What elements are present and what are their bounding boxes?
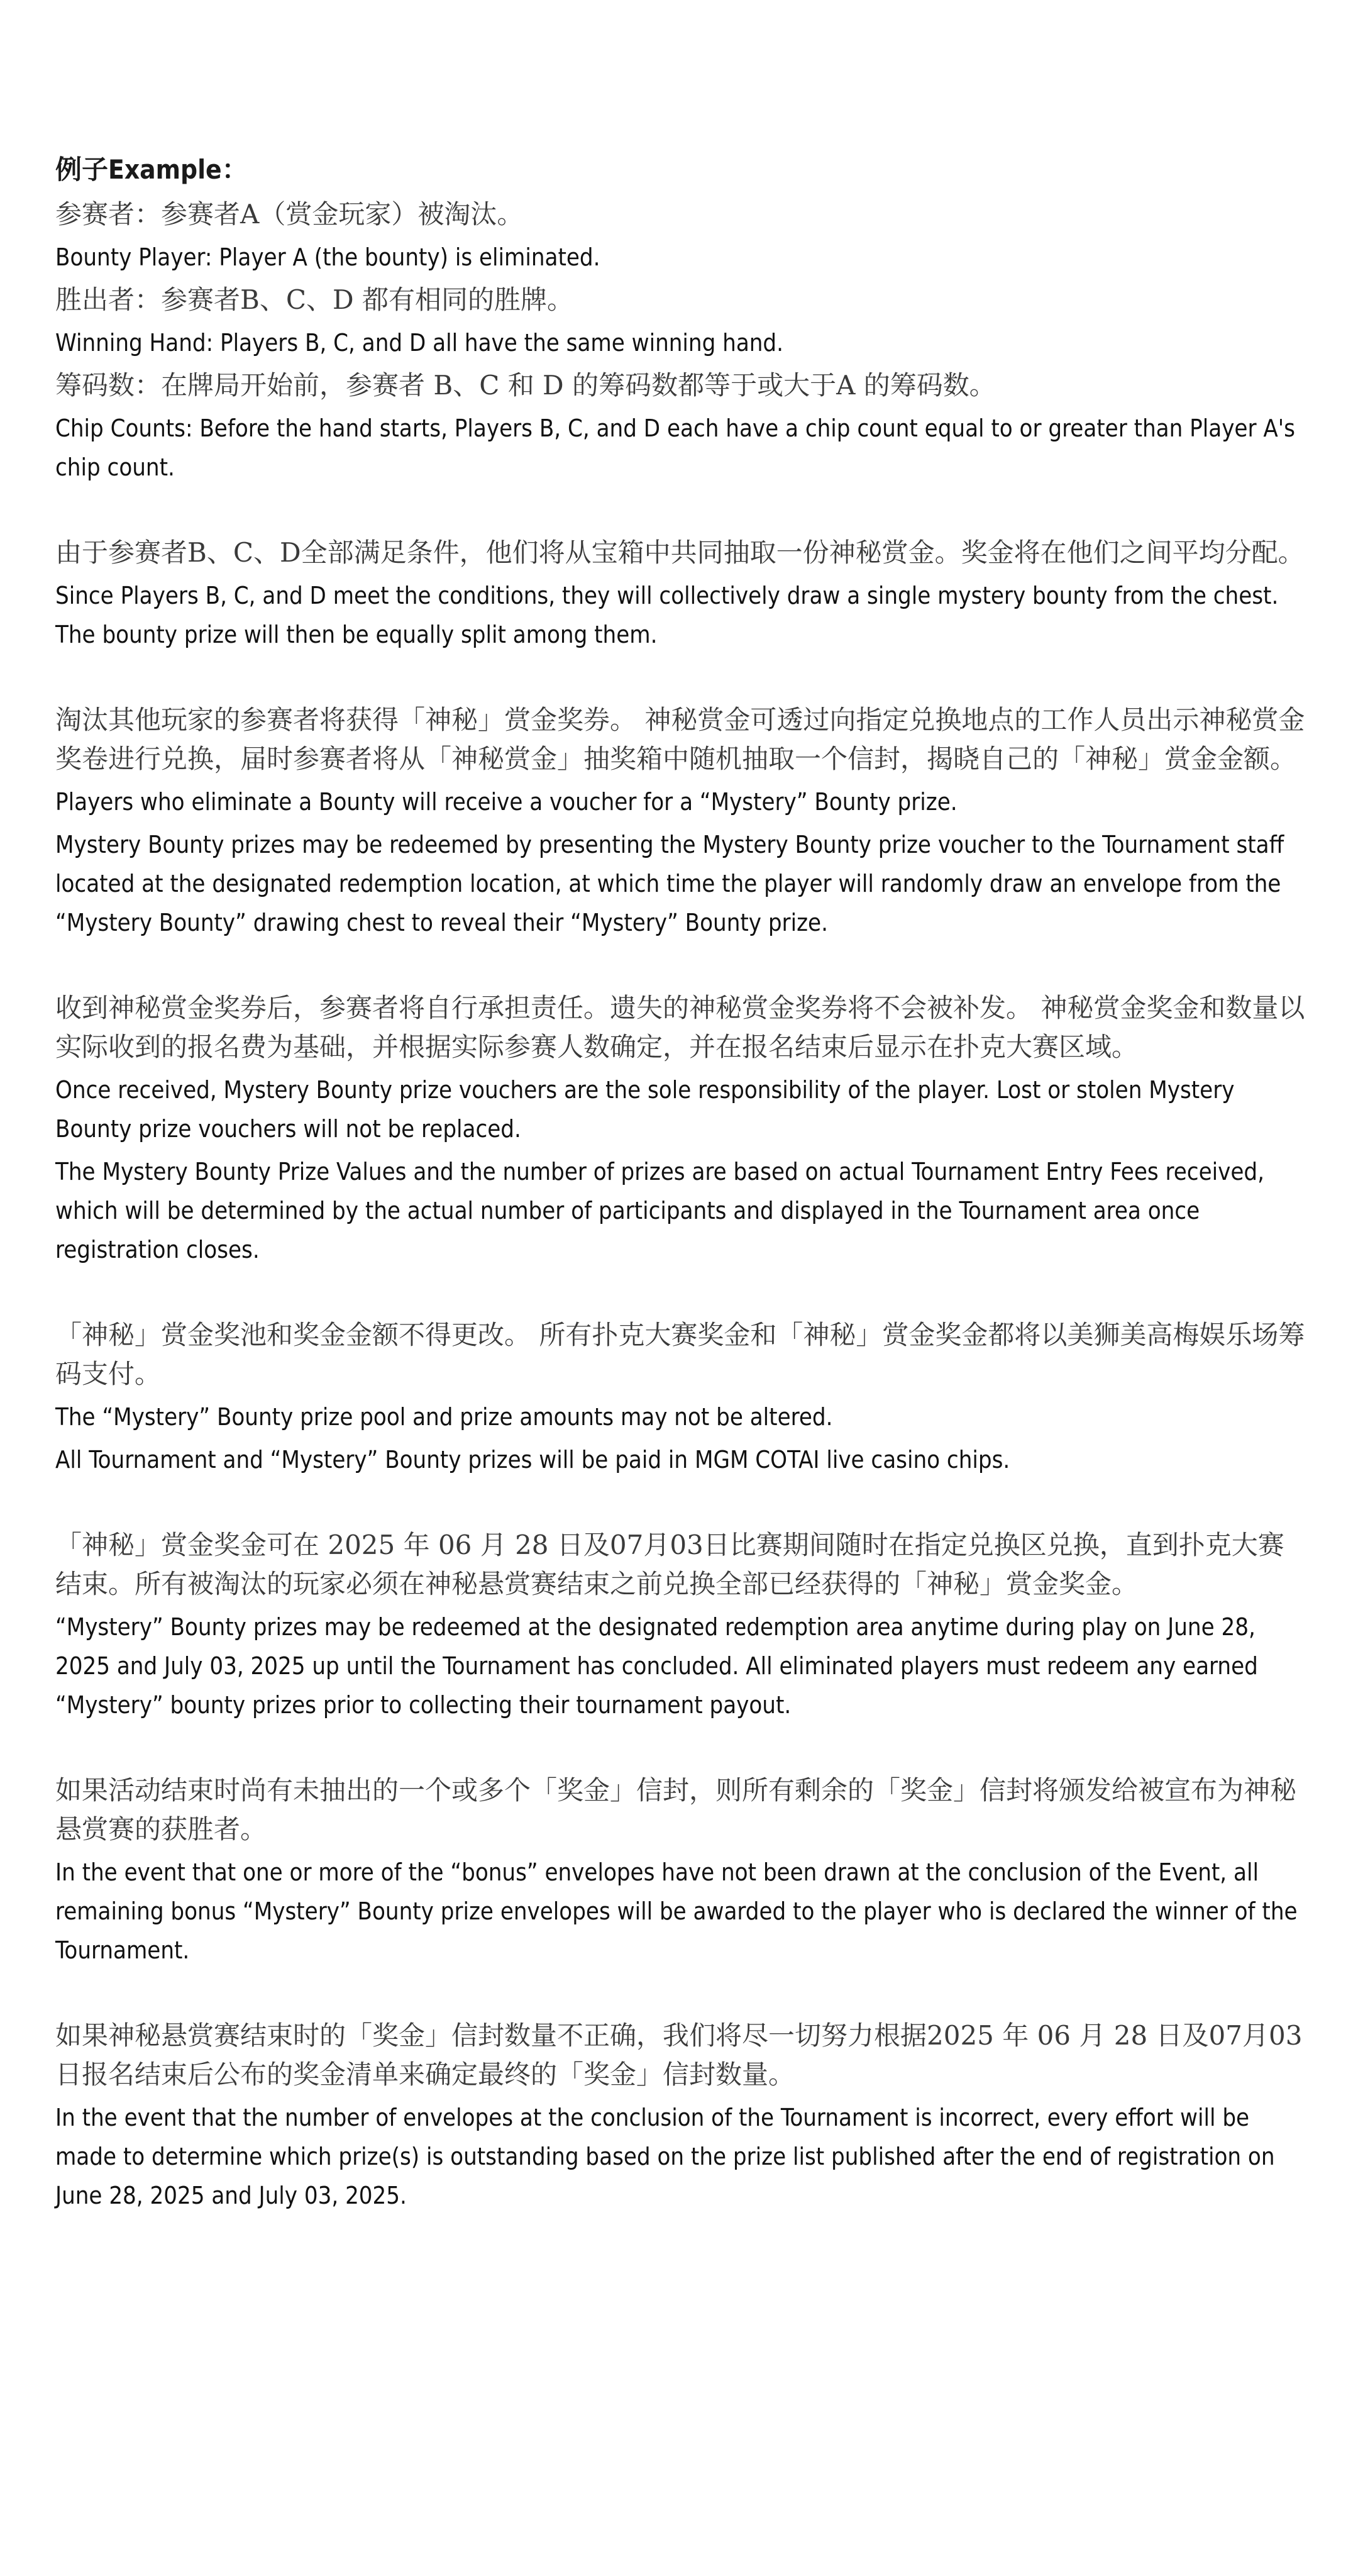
paragraph-en: In the event that one or more of the “bonus” envelopes have not been drawn at the conclusion of the Event, all remaining bonus “Mystery” Bounty prize envelopes will be awarded to the player who is declared the winner of the Tournament. — [55, 1858, 1298, 1964]
paragraph-zh: 淘汰其他玩家的参赛者将获得「神秘」赏金奖券。 神秘赏金可透过向指定兑换地点的工作人员出示神秘赏金奖卷进行兑换，届时参赛者将从「神秘赏金」抽奖箱中随机抽取一个信封，揭晓自己的「神秘」赏金金额。 — [55, 704, 1305, 774]
paragraph-zh: 如果活动结束时尚有未抽出的一个或多个「奖金」信封，则所有剩余的「奖金」信封将颁发给被宣布为神秘悬赏赛的获胜者。 — [55, 1775, 1297, 1845]
paragraph-zh: 收到神秘赏金奖券后，参赛者将自行承担责任。遗失的神秘赏金奖券将不会被补发。 神秘赏金奖金和数量以实际收到的报名费为基础，并根据实际参赛人数确定，并在报名结束后显示在扑克大赛区域。 — [55, 992, 1305, 1062]
paragraph-en: In the event that the number of envelopes at the conclusion of the Tournament is incorrect, every effort will be made to determine which prize(s) is outstanding based on the prize list published after the end of registration on June 28, 2025 and July 03, 2025. — [55, 2104, 1275, 2209]
paragraph-zh: 参赛者：参赛者A（赏金玩家）被淘汰。 — [55, 199, 524, 230]
paragraph-zh: 筹码数：在牌局开始前，参赛者 B、C 和 D 的筹码数都等于或大于A 的筹码数。 — [55, 370, 996, 401]
paragraph-zh: 「神秘」赏金奖池和奖金金额不得更改。 所有扑克大赛奖金和「神秘」赏金奖金都将以美狮美高梅娱乐场筹码支付。 — [55, 1319, 1305, 1389]
paragraph-en: Chip Counts: Before the hand starts, Players B, C, and D each have a chip count equal to or greater than Player A's chip count. — [55, 414, 1295, 481]
paragraph-zh: 如果神秘悬赏赛结束时的「奖金」信封数量不正确，我们将尽一切努力根据2025 年 06 月 28 日及07月03日报名结束后公布的奖金清单来确定最终的「奖金」信封数量。 — [55, 2020, 1303, 2090]
paragraph-en: The “Mystery” Bounty prize pool and prize amounts may not be altered. — [55, 1403, 833, 1431]
paragraph-en: “Mystery” Bounty prizes may be redeemed at the designated redemption area anytime during play on June 28, 2025 and July 03, 2025 up until the Tournament has concluded. All eliminated players must redeem any earned “Mystery” bounty prizes prior to collecting their tournament payout. — [55, 1613, 1258, 1719]
document-page — [55, 150, 1306, 2262]
section-redemption-dates — [55, 1526, 1306, 1724]
paragraph-zh: 由于参赛者B、C、D全部满足条件，他们将从宝箱中共同抽取一份神秘赏金。奖金将在他们之间平均分配。 — [55, 537, 1305, 568]
paragraph-en: Bounty Player: Player A (the bounty) is eliminated. — [55, 243, 600, 271]
section-incorrect-count — [55, 2016, 1306, 2215]
section-equal-split — [55, 533, 1306, 654]
paragraph-zh: 胜出者：参赛者B、C、D 都有相同的胜牌。 — [55, 284, 574, 315]
paragraph-en: Players who eliminate a Bounty will receive a voucher for a “Mystery” Bounty prize. — [55, 788, 958, 816]
example-heading: 例子Example： — [55, 154, 248, 185]
section-voucher — [55, 701, 1306, 942]
paragraph-en: Mystery Bounty prizes may be redeemed by presenting the Mystery Bounty prize voucher to the Tournament staff located at the designated redemption location, at which time the player will randomly draw an envelope from the “Mystery Bounty” drawing chest to reveal their “Mystery” Bounty prize. — [55, 831, 1284, 936]
paragraph-en: Since Players B, C, and D meet the conditions, they will collectively draw a single mystery bounty from the chest. The bounty prize will then be equally split among them. — [55, 582, 1279, 648]
paragraph-en: Winning Hand: Players B, C, and D all have the same winning hand. — [55, 329, 783, 357]
paragraph-en: The Mystery Bounty Prize Values and the number of prizes are based on actual Tournament Entry Fees received, which will be determined by the actual number of participants and displayed in the Tournament area once registration closes. — [55, 1158, 1264, 1263]
paragraph-zh: 「神秘」赏金奖金可在 2025 年 06 月 28 日及07月03日比赛期间随时在指定兑换区兑换，直到扑克大赛结束。所有被淘汰的玩家必须在神秘悬赏赛结束之前兑换全部已经获得的「神秘」赏金奖金。 — [55, 1530, 1284, 1599]
section-remaining-envelopes — [55, 1771, 1306, 1970]
paragraph-en: All Tournament and “Mystery” Bounty prizes will be paid in MGM COTAI live casino chips. — [55, 1446, 1010, 1474]
paragraph-en: Once received, Mystery Bounty prize vouchers are the sole responsibility of the player. Lost or stolen Mystery Bounty prize vouchers will not be replaced. — [55, 1076, 1235, 1143]
example-section — [55, 150, 1306, 487]
section-responsibility — [55, 989, 1306, 1269]
section-prize-pool — [55, 1316, 1306, 1479]
